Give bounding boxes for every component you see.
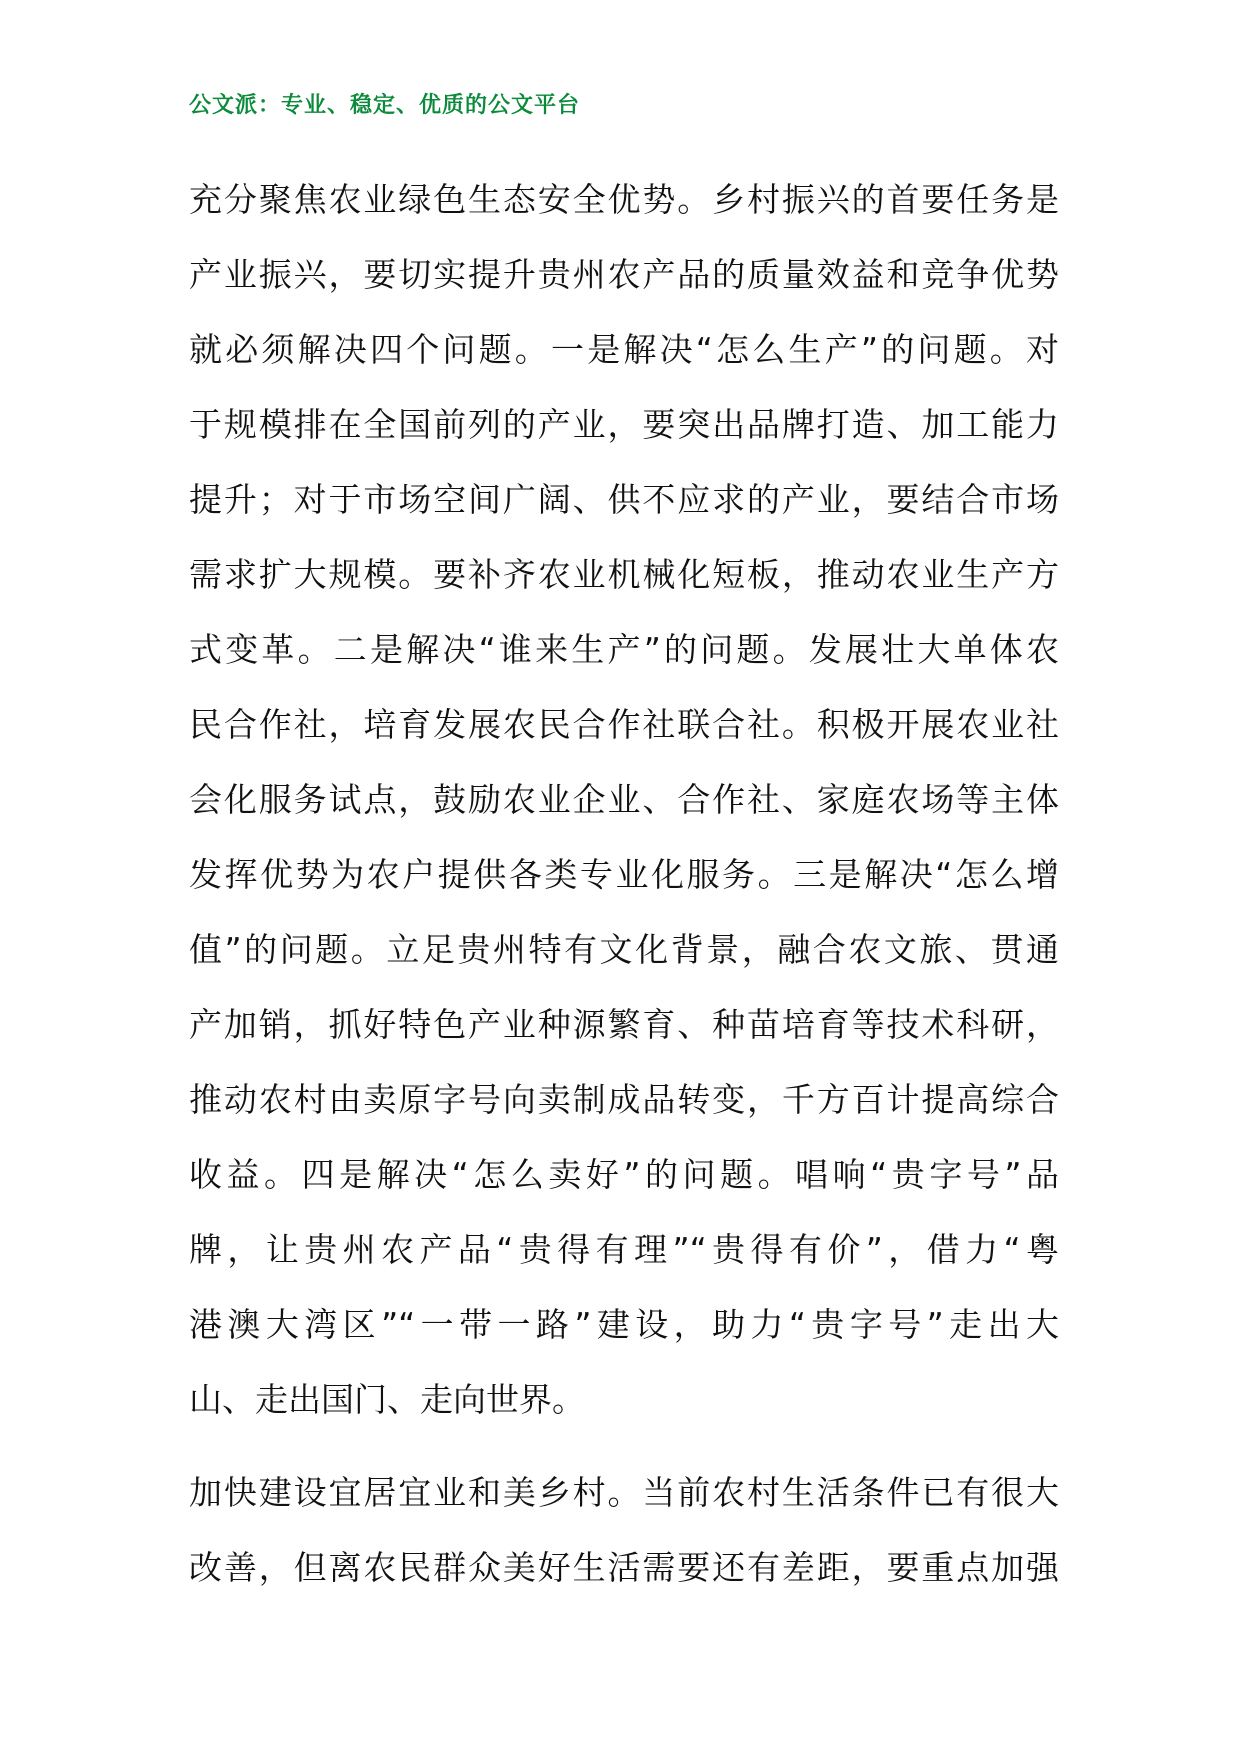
paragraph — [189, 1455, 1059, 1605]
text-line: 港澳大湾区”“一带一路”建设，助力“贵字号”走出大 — [189, 1305, 1059, 1344]
text-line: 充分聚焦农业绿色生态安全优势。乡村振兴的首要任务是 — [189, 180, 1059, 219]
text-line: 发挥优势为农户提供各类专业化服务。三是解决“怎么增 — [189, 855, 1059, 894]
text-line: 产加销，抓好特色产业种源繁育、种苗培育等技术科研， — [189, 1005, 1059, 1044]
text-line: 山、走出国门、走向世界。 — [189, 1380, 585, 1419]
text-line: 值”的问题。立足贵州特有文化背景，融合农文旅、贯通 — [189, 930, 1059, 969]
text-line: 牌，让贵州农产品“贵得有理”“贵得有价”，借力“粤 — [189, 1230, 1059, 1269]
text-line: 民合作社，培育发展农民合作社联合社。积极开展农业社 — [189, 705, 1059, 744]
text-line: 需求扩大规模。要补齐农业机械化短板，推动农业生产方 — [189, 555, 1059, 594]
text-line: 会化服务试点，鼓励农业企业、合作社、家庭农场等主体 — [189, 780, 1059, 819]
page-header: 公文派：专业、稳定、优质的公文平台 — [189, 93, 581, 118]
text-line: 加快建设宜居宜业和美乡村。当前农村生活条件已有很大 — [189, 1473, 1059, 1512]
text-line: 就必须解决四个问题。一是解决“怎么生产”的问题。对 — [189, 330, 1059, 369]
text-line: 收益。四是解决“怎么卖好”的问题。唱响“贵字号”品 — [189, 1155, 1059, 1194]
text-line: 产业振兴，要切实提升贵州农产品的质量效益和竞争优势 — [189, 255, 1059, 294]
text-line: 式变革。二是解决“谁来生产”的问题。发展壮大单体农 — [189, 630, 1059, 669]
text-line: 改善，但离农民群众美好生活需要还有差距，要重点加强 — [189, 1548, 1059, 1587]
paragraph — [189, 162, 1059, 1437]
text-line: 推动农村由卖原字号向卖制成品转变，千方百计提高综合 — [189, 1080, 1059, 1119]
text-line: 提升；对于市场空间广阔、供不应求的产业，要结合市场 — [189, 480, 1059, 519]
paragraph-gap — [189, 1437, 1059, 1455]
document-body — [189, 162, 1059, 1605]
text-line: 于规模排在全国前列的产业，要突出品牌打造、加工能力 — [189, 405, 1059, 444]
